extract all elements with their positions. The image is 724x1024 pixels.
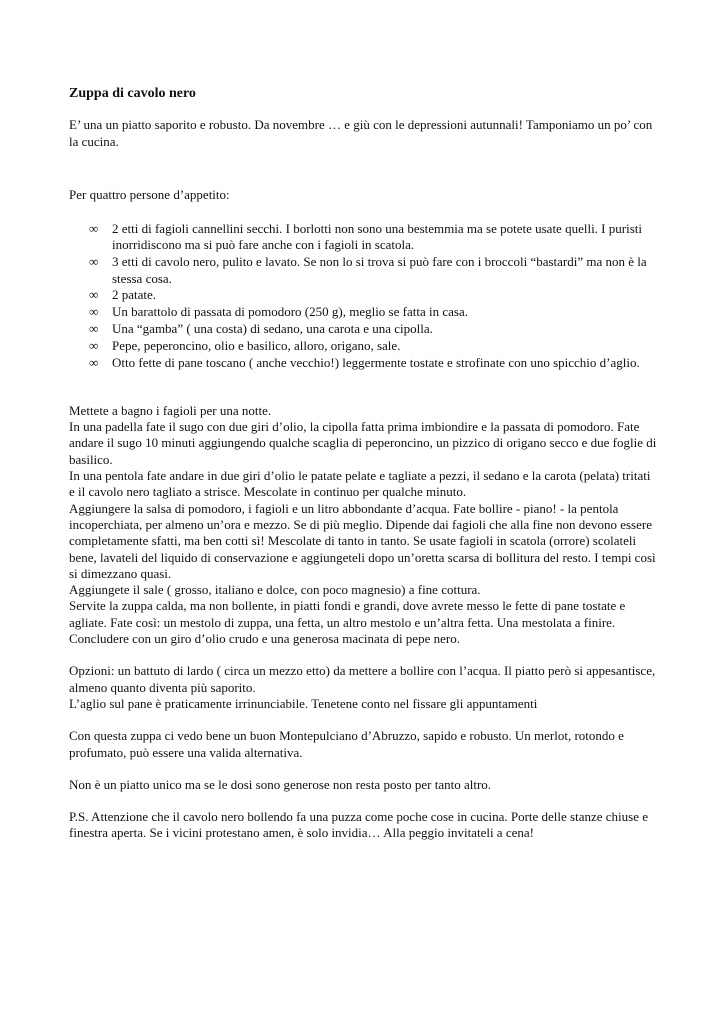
ingredient-text: 2 etti di fagioli cannellini secchi. I borlotti non sono una bestemmia ma se potete usate quelli. I puristi inorridiscono ma si può fare anche con i fagioli in scatola. xyxy=(112,221,642,253)
ingredient-text: Una “gamba” ( una costa) di sedano, una carota e una cipolla. xyxy=(112,320,433,336)
method-line: Servite la zuppa calda, ma non bollente, in piatti fondi e grandi, dove avrete messo le fette di pane tostate e agliate. Fate così: un mestolo di zuppa, una fetta, un altro mestolo e un’altra fetta. Una mestolata a finire. xyxy=(69,598,626,630)
intro-paragraph: E’ una un piatto saporito e robusto. Da novembre … e giù con le depressioni autunnali! Tamponiamo un po’ con la cucina. xyxy=(69,117,653,149)
ingredient-text: 2 patate. xyxy=(112,287,157,303)
ingredient-item xyxy=(69,338,659,354)
ingredient-item xyxy=(69,287,659,303)
ingredient-text: Pepe, peperoncino, olio e basilico, alloro, origano, sale. xyxy=(112,337,401,353)
options-line: L’aglio sul pane è praticamente irrinunciabile. Tenetene conto nel fissare gli appuntamenti xyxy=(69,695,538,711)
ingredient-text: Otto fette di pane toscano ( anche vecchio!) leggermente tostate e strofinate con uno spicchio d’aglio. xyxy=(112,354,640,370)
method-line: Aggiungere la salsa di pomodoro, i fagioli e un litro abbondante d’acqua. Fate bollire - piano! - la pentola incoperchiata, per almeno un’ora e mezzo. Se di più meglio. Dipende dai fagioli che alla fine non devono essere completamente sfatti, ma ben cotti sì! Mescolate di tanto in tanto. Se usate fagioli in scatola (orrore) scolateli bene, lavateli del liquido di conservazione e aggiungeteli dopo un’oretta scarsa di bollitura del resto. I tempi così si dimezzano quasi. xyxy=(69,500,656,581)
ingredient-item xyxy=(69,254,659,287)
infinity-bullet-icon: ∞ xyxy=(89,304,99,320)
single-dish-note: Non è un piatto unico ma se le dosi sono generose non resta posto per tanto altro. xyxy=(69,776,492,792)
document-title: Zuppa di cavolo nero xyxy=(69,86,196,101)
method-line: Aggiungete il sale ( grosso, italiano e dolce, con poco magnesio) a fine cottura. xyxy=(69,582,481,598)
ingredient-text: 3 etti di cavolo nero, pulito e lavato. Se non lo si trova si può fare con i broccoli “bastardi” ma non è la stessa cosa. xyxy=(112,254,647,286)
infinity-bullet-icon: ∞ xyxy=(89,337,99,353)
servings-line: Per quattro persone d’appetito: xyxy=(69,186,230,202)
infinity-bullet-icon: ∞ xyxy=(89,287,99,303)
method-line: In una pentola fate andare in due giri d’olio le patate pelate e tagliate a pezzi, il sedano e la carota (pelata) tritati e il cavolo nero tagliato a strisce. Mescolate in continuo per qualche minuto. xyxy=(69,468,651,500)
infinity-bullet-icon: ∞ xyxy=(89,354,99,370)
document-page xyxy=(69,86,659,842)
wine-pairing-paragraph: Con questa zuppa ci vedo bene un buon Montepulciano d’Abruzzo, sapido e robusto. Un merlot, rotondo e profumato, può essere una valida alternativa. xyxy=(69,728,624,760)
method-line: Mettete a bagno i fagioli per una notte. xyxy=(69,402,272,418)
options-line: Opzioni: un battuto di lardo ( circa un mezzo etto) da mettere a bollire con l’acqua. Il piatto però si appesantisce, almeno quanto diventa più saporito. xyxy=(69,663,656,695)
ingredient-text: Un barattolo di passata di pomodoro (250 g), meglio se fatta in casa. xyxy=(112,304,468,320)
method-line: In una padella fate il sugo con due giri d’olio, la cipolla fatta prima imbiondire e la passata di pomodoro. Fate andare il sugo 10 minuti aggiungendo qualche scaglia di peperoncino, un pizzico di origano secco e due foglie di basilico. xyxy=(69,419,657,467)
infinity-bullet-icon: ∞ xyxy=(89,254,99,270)
ingredient-item xyxy=(69,321,659,337)
method-section xyxy=(69,403,659,647)
postscript-paragraph: P.S. Attenzione che il cavolo nero bollendo fa una puzza come poche cose in cucina. Porte delle stanze chiuse e finestra aperta. Se i vicini protestano amen, è solo invidia… Alla peggio invitateli a cena! xyxy=(69,809,649,841)
ingredients-list xyxy=(69,221,659,371)
ingredient-item xyxy=(69,221,659,254)
ingredient-item xyxy=(69,355,659,371)
infinity-bullet-icon: ∞ xyxy=(89,320,99,336)
infinity-bullet-icon: ∞ xyxy=(89,221,99,237)
method-line: Concludere con un giro d’olio crudo e una generosa macinata di pepe nero. xyxy=(69,631,460,647)
options-section xyxy=(69,663,659,712)
ingredient-item xyxy=(69,304,659,320)
